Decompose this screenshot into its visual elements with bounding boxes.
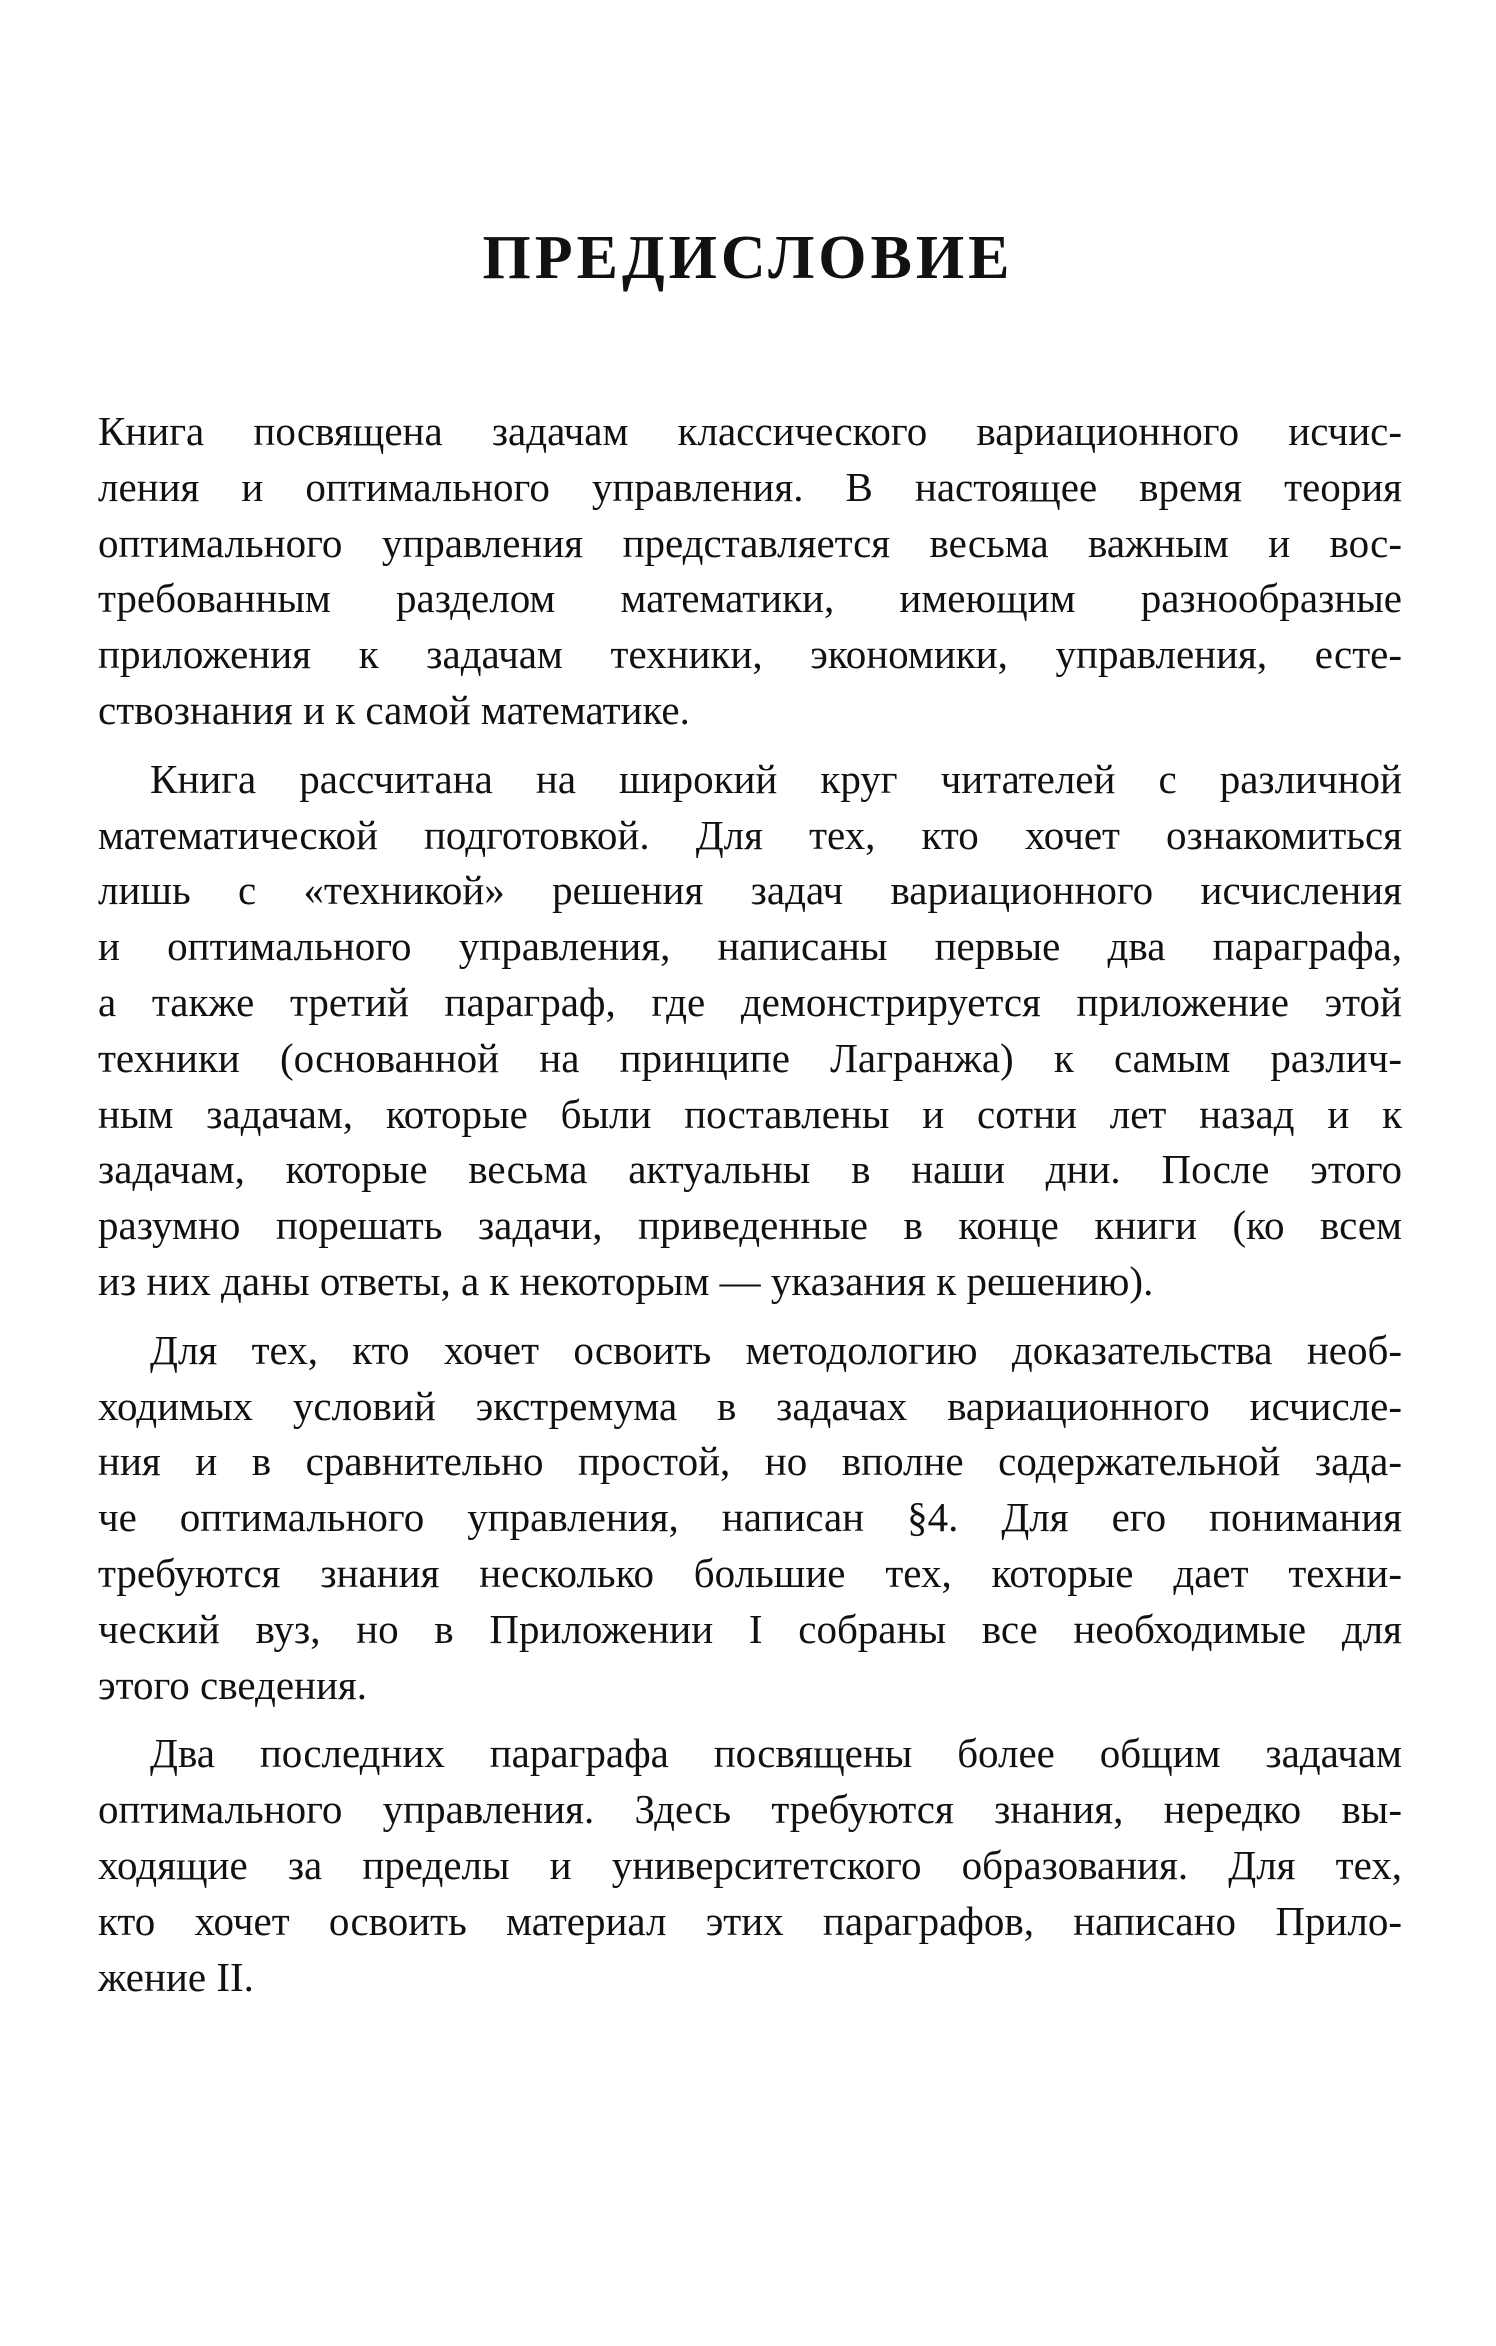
text-line: разумно порешать задачи, приведенные в конце книги (ко всем: [98, 1202, 1402, 1249]
text-line: жение II.: [98, 1953, 254, 2000]
text-line: этого сведения.: [98, 1661, 368, 1708]
paragraph-gap: [98, 1310, 1402, 1323]
text-line: кто хочет освоить материал этих параграфов, написано Прило-: [98, 1897, 1402, 1944]
text-line: требованным разделом математики, имеющим разнообразные: [98, 575, 1402, 622]
text-line: приложения к задачам техники, экономики, управления, есте-: [98, 631, 1402, 678]
text-line: из них даны ответы, а к некоторым — указания к решению).: [98, 1257, 1154, 1304]
text-line: оптимального управления. Здесь требуются знания, нередко вы-: [98, 1786, 1402, 1833]
text-line: лишь с «техникой» решения задач вариационного исчисления: [98, 867, 1402, 914]
text-line: ходящие за пределы и университетского образования. Для тех,: [98, 1841, 1402, 1888]
text-line: Два последних параграфа посвящены более общим задачам: [150, 1730, 1402, 1777]
text-line: математической подготовкой. Для тех, кто хочет ознакомиться: [98, 811, 1402, 858]
text-line: Книга рассчитана на широкий круг читателей с различной: [150, 755, 1402, 802]
text-line: ным задачам, которые были поставлены и сотни лет назад и к: [98, 1090, 1402, 1137]
text-line: а также третий параграф, где демонстрируется приложение этой: [98, 978, 1402, 1025]
text-line: Книга посвящена задачам классического вариационного исчис-: [98, 408, 1402, 454]
text-line: ления и оптимального управления. В настоящее время теория: [98, 463, 1402, 510]
preface-body: [98, 404, 1402, 2005]
paragraph-gap: [98, 1713, 1402, 1726]
text-line: и оптимального управления, написаны первые два параграфа,: [98, 923, 1402, 970]
text-line: оптимального управления представляется весьма важным и вос-: [98, 519, 1402, 566]
page-title: ПРЕДИСЛОВИЕ: [482, 224, 1014, 292]
text-line: че оптимального управления, написан §4. Для его понимания: [98, 1494, 1402, 1541]
paragraph-3: [98, 1323, 1402, 1714]
text-line: задачам, которые весьма актуальны в наши дни. После этого: [98, 1146, 1402, 1193]
paragraph-2: [98, 752, 1402, 1310]
paragraph-gap: [98, 739, 1402, 752]
text-line: требуются знания несколько большие тех, которые дает техни-: [98, 1549, 1402, 1596]
text-line: ческий вуз, но в Приложении I собраны все необходимые для: [98, 1605, 1402, 1652]
text-line: ния и в сравнительно простой, но вполне содержательной зада-: [98, 1438, 1402, 1485]
text-line: техники (основанной на принципе Лагранжа) к самым различ-: [98, 1034, 1402, 1081]
paragraph-4: [98, 1726, 1402, 2005]
paragraph-1: [98, 404, 1402, 739]
text-line: ствознания и к самой математике.: [98, 686, 690, 733]
text-line: ходимых условий экстремума в задачах вариационного исчисле-: [98, 1382, 1402, 1429]
text-line: Для тех, кто хочет освоить методологию доказательства необ-: [150, 1326, 1402, 1373]
